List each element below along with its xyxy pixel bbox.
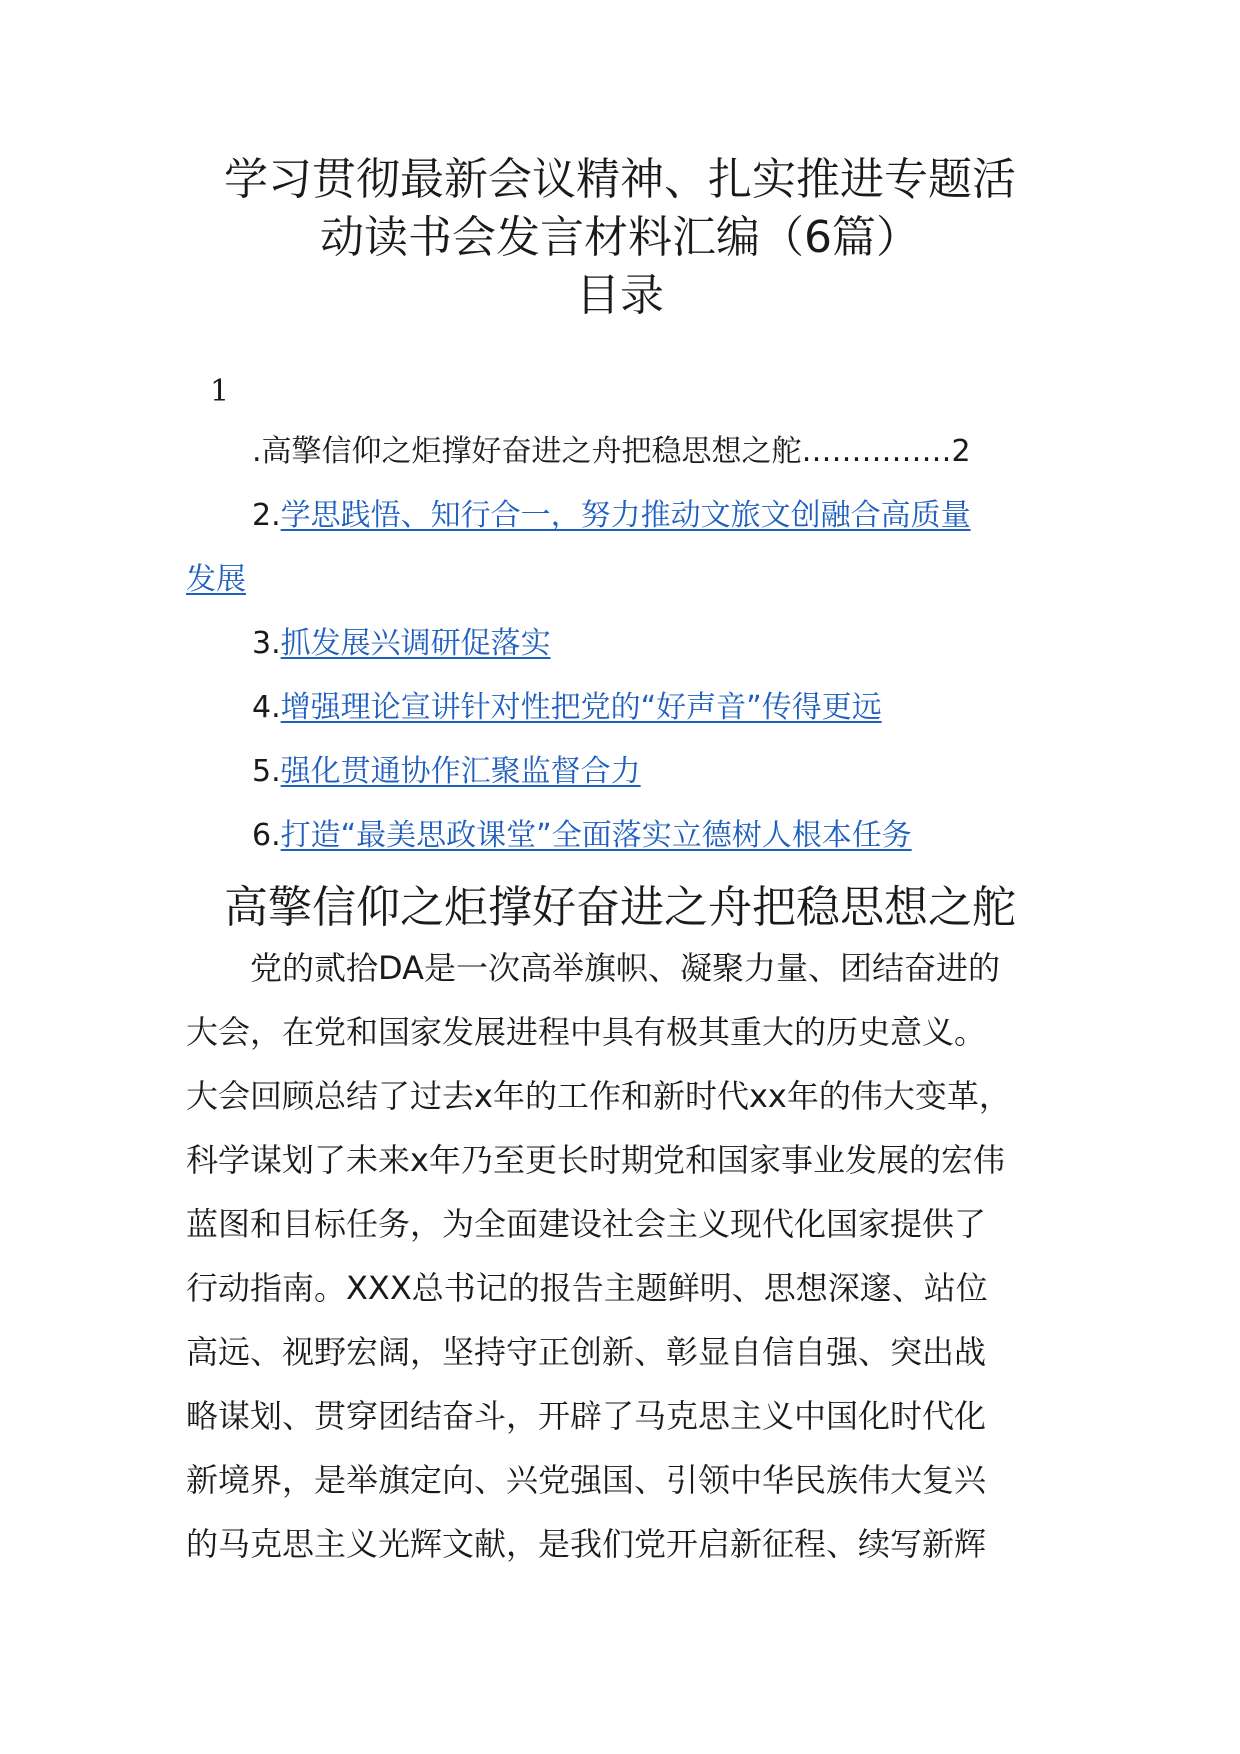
body-line: 略谋划、贯穿团结奋斗，开辟了马克思主义中国化时代化 [186,1397,987,1435]
toc-item-4 [252,688,882,728]
toc-item-6-link[interactable]: 打造“最美思政课堂”全面落实立德树人根本任务 [280,818,912,853]
toc-item-5-link[interactable]: 强化贯通协作汇聚监督合力 [280,754,641,789]
body-line: 的马克思主义光辉文献，是我们党开启新征程、续写新辉 [186,1525,987,1563]
toc-item-2-link[interactable]: 学思践悟、知行合一，努力推动文旅文创融合高质量 [280,498,971,533]
toc-item-5 [252,752,641,792]
body-line: 大会，在党和国家发展进程中具有极其重大的历史意义。 [186,1013,987,1051]
toc-item-5-number: 5. [252,754,281,789]
body-line: 高远、视野宏阔，坚持守正创新、彰显自信自强、突出战 [186,1333,987,1371]
toc-page-marker: 1 [210,374,230,409]
document-title-line-1: 学习贯彻最新会议精神、扎实推进专题活 [224,154,1016,205]
body-line: 党的贰拾DA是一次高举旗帜、凝聚力量、团结奋进的 [186,949,1000,987]
toc-item-3-link[interactable]: 抓发展兴调研促落实 [280,626,551,661]
toc-item-6-number: 6. [252,818,281,853]
toc-item-2 [252,496,971,536]
toc-item-2-link-continuation[interactable]: 发展 [186,562,246,597]
toc-item-3 [252,624,551,664]
toc-item-6 [252,816,912,856]
body-line: 大会回顾总结了过去x年的工作和新时代xx年的伟大变革， [186,1077,1011,1115]
toc-item-1: .高擎信仰之炬撑好奋进之舟把稳思想之舵……………2 [252,434,971,469]
toc-heading: 目录 [576,270,664,321]
body-line: 科学谋划了未来x年乃至更长时期党和国家事业发展的宏伟 [186,1141,1005,1179]
toc-item-2-number: 2. [252,498,281,533]
toc-item-4-link[interactable]: 增强理论宣讲针对性把党的“好声音”传得更远 [280,690,882,725]
document-title-line-2: 动读书会发言材料汇编（6篇） [320,212,920,263]
toc-item-2-continuation [186,560,246,600]
body-line: 新境界，是举旗定向、兴党强国、引领中华民族伟大复兴 [186,1461,987,1499]
section-heading: 高擎信仰之炬撑好奋进之舟把稳思想之舵 [224,882,1016,933]
toc-item-3-number: 3. [252,626,281,661]
body-line: 行动指南。XXX总书记的报告主题鲜明、思想深邃、站位 [186,1269,988,1307]
body-line: 蓝图和目标任务，为全面建设社会主义现代化国家提供了 [186,1205,987,1243]
toc-item-4-number: 4. [252,690,281,725]
